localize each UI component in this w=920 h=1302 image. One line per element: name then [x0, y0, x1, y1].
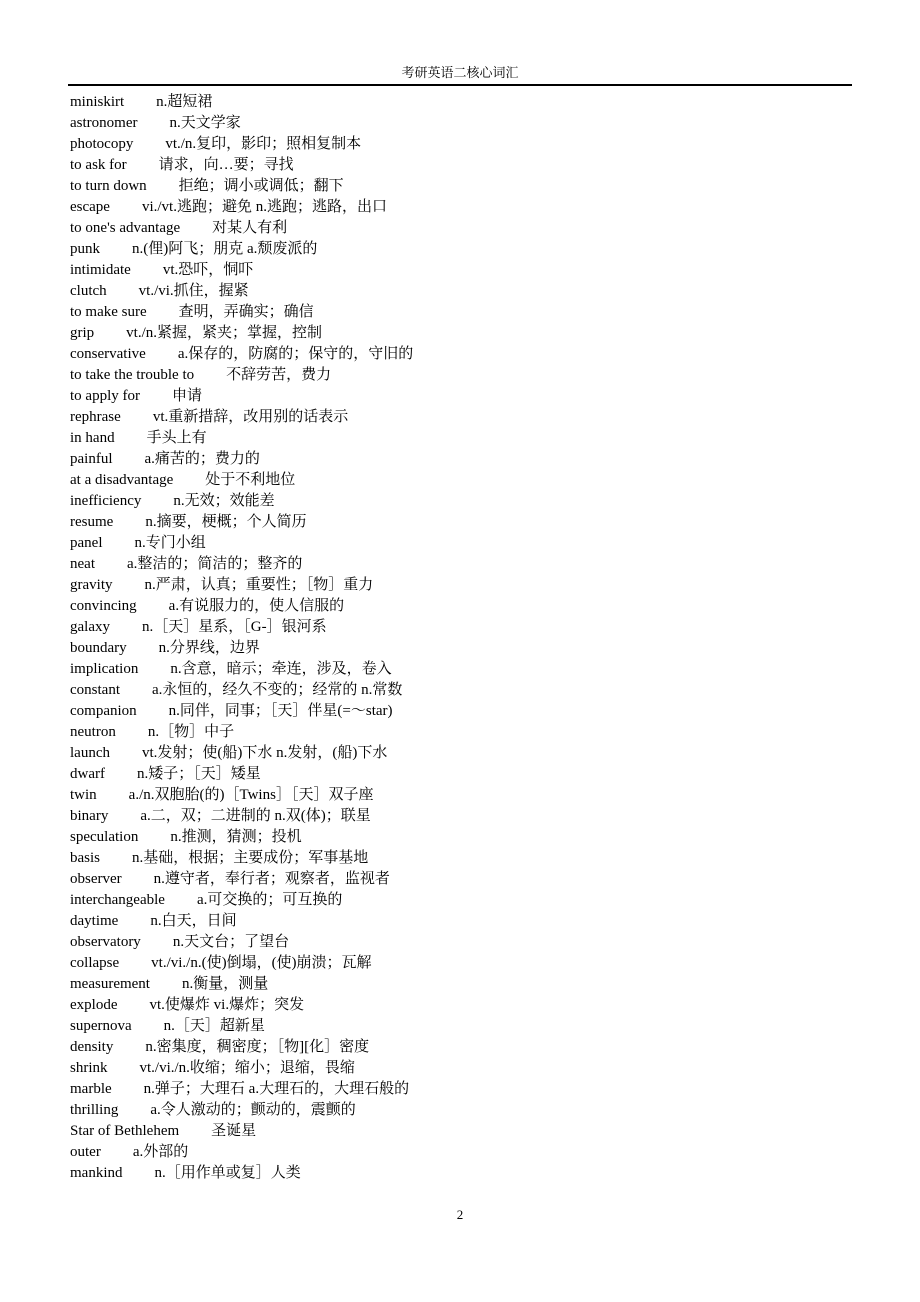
vocab-definition: a.保存的，防腐的；保守的，守旧的 — [177, 346, 414, 362]
vocab-entry — [70, 848, 852, 869]
vocab-definition: vt./n.紧握，紧夹；掌握，控制 — [126, 325, 323, 341]
vocab-definition: 查明，弄确实；确信 — [178, 304, 314, 320]
vocab-entry — [70, 764, 852, 785]
vocab-entry — [70, 1100, 852, 1121]
vocab-word: companion — [70, 703, 137, 719]
vocab-entry — [70, 134, 852, 155]
vocab-word: painful — [70, 451, 113, 467]
vocab-entry — [70, 827, 852, 848]
vocab-definition: 处于不利地位 — [205, 472, 296, 488]
vocab-word: convincing — [70, 598, 137, 614]
vocab-definition: n.无效；效能差 — [173, 493, 275, 509]
vocab-entry — [70, 701, 852, 722]
vocab-word: observer — [70, 871, 122, 887]
vocab-definition: 不辞劳苦，费力 — [226, 367, 332, 383]
vocab-word: marble — [70, 1081, 112, 1097]
vocab-word: miniskirt — [70, 94, 125, 110]
vocab-word: escape — [70, 199, 110, 215]
vocab-definition: n.含意，暗示；牵连，涉及，卷入 — [170, 661, 392, 677]
vocab-definition: n.天文台；了望台 — [172, 934, 290, 950]
vocab-word: binary — [70, 808, 109, 824]
vocab-word: at a disadvantage — [70, 472, 174, 488]
header-divider — [68, 84, 852, 86]
vocab-definition: n.严肃，认真；重要性；［物］重力 — [144, 577, 374, 593]
vocab-entry — [70, 491, 852, 512]
vocab-word: neat — [70, 556, 95, 572]
vocab-word: observatory — [70, 934, 141, 950]
vocab-entry — [70, 596, 852, 617]
vocab-word: explode — [70, 997, 118, 1013]
vocab-definition: vt.恐吓，恫吓 — [162, 262, 254, 278]
vocab-definition: n.超短裙 — [156, 94, 213, 110]
vocab-word: clutch — [70, 283, 107, 299]
vocab-word: panel — [70, 535, 103, 551]
vocab-word: in hand — [70, 430, 115, 446]
vocab-entry — [70, 659, 852, 680]
vocab-entry — [70, 323, 852, 344]
page-number: 2 — [456, 1207, 464, 1222]
vocab-word: measurement — [70, 976, 150, 992]
vocab-entry — [70, 176, 852, 197]
vocab-word: implication — [70, 661, 139, 677]
vocab-entry — [70, 638, 852, 659]
vocab-word: daytime — [70, 913, 119, 929]
vocab-definition: n.弹子；大理石 a.大理石的，大理石般的 — [143, 1081, 410, 1097]
vocab-word: twin — [70, 787, 97, 803]
vocab-definition: a.痛苦的；费力的 — [144, 451, 260, 467]
vocab-word: conservative — [70, 346, 146, 362]
vocab-definition: n.摘要，梗概；个人简历 — [145, 514, 307, 530]
vocab-definition: vi./vt.逃跑；避免 n.逃跑；逃路，出口 — [141, 199, 387, 215]
vocab-entry — [70, 785, 852, 806]
vocab-word: astronomer — [70, 115, 138, 131]
header-title: 考研英语二核心词汇 — [401, 65, 519, 80]
vocab-definition: n.密集度，稠密度；［物][化］密度 — [145, 1039, 370, 1055]
vocab-definition: n.衡量，测量 — [181, 976, 269, 992]
vocab-entry — [70, 155, 852, 176]
vocab-definition: a./n.双胞胎(的)［Twins］［天］双子座 — [128, 787, 374, 803]
vocab-entry — [70, 1121, 852, 1142]
vocab-word: supernova — [70, 1018, 132, 1034]
vocab-word: photocopy — [70, 136, 134, 152]
vocab-word: punk — [70, 241, 100, 257]
vocab-definition: 申请 — [171, 388, 202, 404]
vocab-entry — [70, 1058, 852, 1079]
vocab-word: to take the trouble to — [70, 367, 195, 383]
vocab-entry — [70, 554, 852, 575]
vocab-entry — [70, 197, 852, 218]
vocab-entry — [70, 932, 852, 953]
vocab-entry — [70, 428, 852, 449]
vocab-definition: 对某人有利 — [212, 220, 288, 236]
vocab-entry — [70, 1016, 852, 1037]
vocab-entry — [70, 743, 852, 764]
vocab-word: collapse — [70, 955, 120, 971]
vocab-entry — [70, 1163, 852, 1184]
vocab-definition: 手头上有 — [146, 430, 207, 446]
vocab-entry — [70, 1037, 852, 1058]
vocab-word: thrilling — [70, 1102, 119, 1118]
vocab-word: outer — [70, 1144, 101, 1160]
vocab-word: galaxy — [70, 619, 110, 635]
vocab-word: grip — [70, 325, 95, 341]
vocab-word: dwarf — [70, 766, 105, 782]
vocab-definition: n.［天］超新星 — [163, 1018, 265, 1034]
vocab-word: constant — [70, 682, 120, 698]
vocab-definition: 请求，向…要；寻找 — [158, 157, 294, 173]
vocab-word: basis — [70, 850, 100, 866]
vocab-definition: n.白天，日间 — [150, 913, 237, 929]
vocab-definition: vt./vi./n.(使)倒塌，(使)崩溃；瓦解 — [151, 955, 372, 971]
vocab-definition: a.有说服力的，使人信服的 — [168, 598, 345, 614]
vocab-definition: vt./vi.抓住，握紧 — [138, 283, 249, 299]
vocab-definition: n.遵守者，奉行者；观察者，监视者 — [153, 871, 390, 887]
vocab-word: density — [70, 1039, 114, 1055]
vocabulary-list — [70, 92, 852, 1184]
vocab-entry — [70, 365, 852, 386]
vocab-entry — [70, 953, 852, 974]
vocab-definition: n.分界线，边界 — [158, 640, 260, 656]
vocab-word: shrink — [70, 1060, 108, 1076]
vocab-definition: a.整洁的；简洁的；整齐的 — [126, 556, 303, 572]
vocab-entry — [70, 617, 852, 638]
vocab-definition: a.永恒的，经久不变的；经常的 n.常数 — [152, 682, 403, 698]
vocab-word: neutron — [70, 724, 116, 740]
vocab-entry — [70, 995, 852, 1016]
vocab-definition: n.天文学家 — [169, 115, 241, 131]
vocab-definition: n.［天］星系，［G-］银河系 — [141, 619, 327, 635]
vocab-definition: n.［物］中子 — [147, 724, 235, 740]
vocab-entry — [70, 722, 852, 743]
vocab-entry — [70, 113, 852, 134]
vocab-definition: n.推测，猜测；投机 — [170, 829, 302, 845]
vocab-entry — [70, 470, 852, 491]
vocab-definition: vt.发射；使(船)下水 n.发射，(船)下水 — [141, 745, 388, 761]
vocab-entry — [70, 344, 852, 365]
vocab-entry — [70, 281, 852, 302]
vocab-definition: n.基础，根据；主要成份；军事基地 — [132, 850, 369, 866]
vocab-word: to make sure — [70, 304, 147, 320]
vocab-entry — [70, 239, 852, 260]
vocab-entry — [70, 302, 852, 323]
vocab-entry — [70, 680, 852, 701]
vocab-definition: n.专门小组 — [134, 535, 206, 551]
vocab-definition: n.(俚)阿飞；朋克 a.颓废派的 — [132, 241, 318, 257]
vocab-word: Star of Bethlehem — [70, 1123, 180, 1139]
vocab-word: boundary — [70, 640, 127, 656]
vocab-word: to ask for — [70, 157, 127, 173]
vocab-entry — [70, 218, 852, 239]
vocab-definition: vt.使爆炸 vi.爆炸；突发 — [149, 997, 305, 1013]
vocab-word: to turn down — [70, 178, 147, 194]
vocab-entry — [70, 449, 852, 470]
vocab-definition: vt./n.复印，影印；照相复制本 — [165, 136, 362, 152]
vocab-entry — [70, 407, 852, 428]
vocab-entry — [70, 575, 852, 596]
vocab-word: gravity — [70, 577, 113, 593]
vocab-definition: a.可交换的；可互换的 — [196, 892, 343, 908]
vocab-word: inefficiency — [70, 493, 142, 509]
vocab-definition: vt.重新措辞，改用别的话表示 — [152, 409, 349, 425]
vocab-word: rephrase — [70, 409, 121, 425]
vocab-word: launch — [70, 745, 110, 761]
vocab-word: mankind — [70, 1165, 123, 1181]
vocab-entry — [70, 869, 852, 890]
vocab-definition: 拒绝；调小或调低；翻下 — [178, 178, 344, 194]
vocab-entry — [70, 1079, 852, 1100]
vocab-word: intimidate — [70, 262, 131, 278]
vocab-definition: n.同伴，同事；［天］伴星(=～star) — [168, 703, 393, 719]
vocab-word: to one's advantage — [70, 220, 181, 236]
vocab-word: interchangeable — [70, 892, 165, 908]
vocab-word: to apply for — [70, 388, 140, 404]
vocab-entry — [70, 512, 852, 533]
vocab-entry — [70, 386, 852, 407]
vocab-definition: a.外部的 — [132, 1144, 189, 1160]
vocab-word: resume — [70, 514, 114, 530]
vocab-definition: vt./vi./n.收缩；缩小；退缩，畏缩 — [139, 1060, 355, 1076]
vocab-word: speculation — [70, 829, 139, 845]
vocab-entry — [70, 974, 852, 995]
vocab-entry — [70, 260, 852, 281]
vocab-definition: a.二，双；二进制的 n.双(体)；联星 — [140, 808, 371, 824]
vocab-entry — [70, 806, 852, 827]
vocab-entry — [70, 1142, 852, 1163]
vocab-definition: a.令人激动的；颤动的，震颤的 — [150, 1102, 356, 1118]
vocab-entry — [70, 92, 852, 113]
vocab-definition: 圣诞星 — [211, 1123, 257, 1139]
vocab-definition: n.［用作单或复］人类 — [154, 1165, 301, 1181]
vocab-entry — [70, 911, 852, 932]
vocab-entry — [70, 890, 852, 911]
vocab-definition: n.矮子；［天］矮星 — [136, 766, 261, 782]
vocab-entry — [70, 533, 852, 554]
